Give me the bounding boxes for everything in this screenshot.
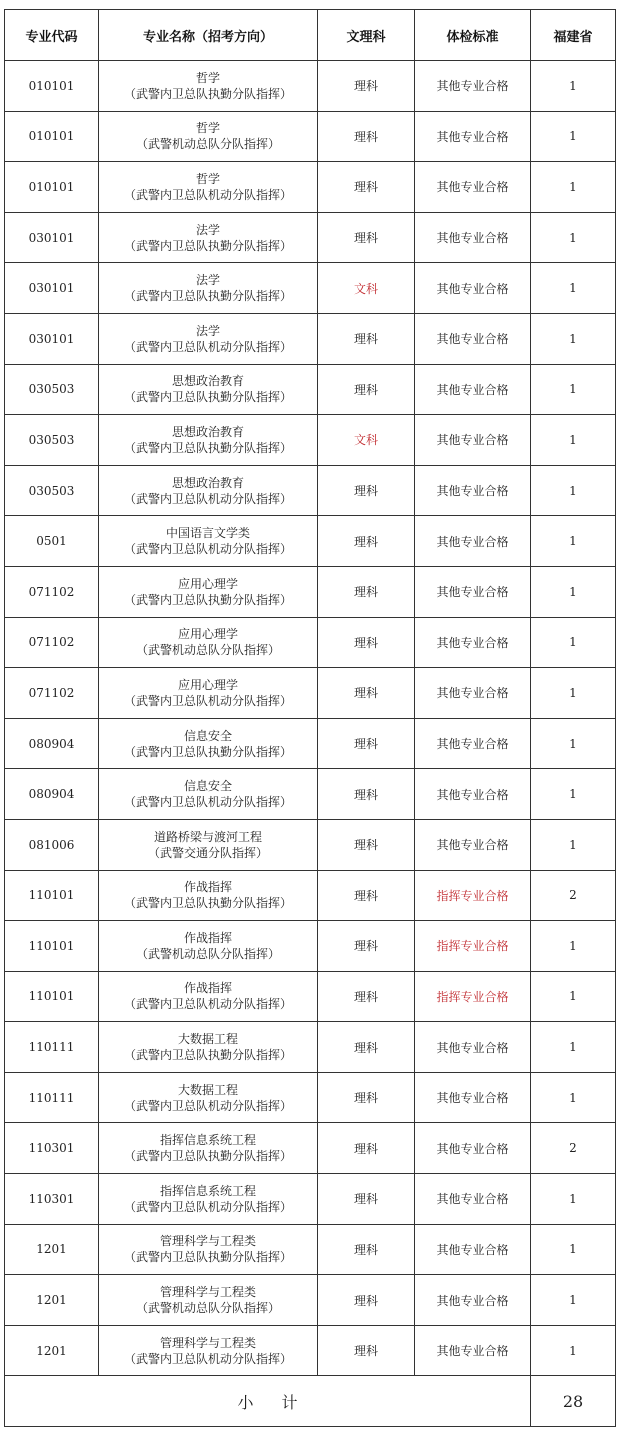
major-name: 指挥信息系统工程 xyxy=(159,1133,256,1148)
subject-cell: 理科 xyxy=(318,769,415,820)
count-cell: 2 xyxy=(531,870,616,921)
code-cell: 071102 xyxy=(5,566,99,617)
header-row xyxy=(5,10,616,61)
header-subject: 文理科 xyxy=(318,10,415,61)
table-row xyxy=(5,1072,616,1123)
exam-standard-cell: 其他专业合格 xyxy=(415,415,531,466)
subject-cell: 理科 xyxy=(318,111,415,162)
major-name: 思想政治教育 xyxy=(171,475,244,490)
code-cell: 1201 xyxy=(5,1275,99,1326)
major-name: 哲学 xyxy=(195,171,220,186)
table-row xyxy=(5,1022,616,1073)
recruit-direction: （武警内卫总队机动分队指挥） xyxy=(123,542,292,557)
subject-cell: 理科 xyxy=(318,516,415,567)
exam-standard-cell: 其他专业合格 xyxy=(415,1174,531,1225)
count-cell: 1 xyxy=(531,1022,616,1073)
recruit-direction: （武警内卫总队执勤分队指挥） xyxy=(123,390,292,405)
major-name: 管理科学与工程类 xyxy=(159,1285,256,1300)
count-cell: 1 xyxy=(531,769,616,820)
major-name: 大数据工程 xyxy=(177,1082,238,1097)
recruit-direction: （武警机动总队分队指挥） xyxy=(135,1301,280,1316)
recruit-direction: （武警内卫总队机动分队指挥） xyxy=(123,339,292,354)
major-name-cell xyxy=(99,1224,318,1275)
table-row xyxy=(5,1224,616,1275)
major-name-cell xyxy=(99,1275,318,1326)
count-cell: 1 xyxy=(531,668,616,719)
table-row xyxy=(5,212,616,263)
header-province: 福建省 xyxy=(531,10,616,61)
count-cell: 1 xyxy=(531,921,616,972)
code-cell: 010101 xyxy=(5,162,99,213)
major-name-cell xyxy=(99,111,318,162)
code-cell: 030101 xyxy=(5,313,99,364)
table-row xyxy=(5,1174,616,1225)
total-row xyxy=(5,1376,616,1427)
code-cell: 071102 xyxy=(5,617,99,668)
exam-standard-cell: 其他专业合格 xyxy=(415,1275,531,1326)
exam-standard-cell: 其他专业合格 xyxy=(415,566,531,617)
exam-standard-cell: 其他专业合格 xyxy=(415,617,531,668)
exam-standard-cell: 其他专业合格 xyxy=(415,1072,531,1123)
code-cell: 030503 xyxy=(5,364,99,415)
total-label: 小计 xyxy=(237,1392,326,1412)
count-cell: 1 xyxy=(531,263,616,314)
count-cell: 1 xyxy=(531,415,616,466)
count-cell: 1 xyxy=(531,61,616,112)
major-name: 法学 xyxy=(195,273,220,288)
table-row xyxy=(5,971,616,1022)
header-exam: 体检标准 xyxy=(415,10,531,61)
recruit-direction: （武警内卫总队机动分队指挥） xyxy=(123,491,292,506)
subject-cell: 理科 xyxy=(318,364,415,415)
subject-cell: 理科 xyxy=(318,566,415,617)
table-row xyxy=(5,1275,616,1326)
recruit-direction: （武警内卫总队机动分队指挥） xyxy=(123,1199,292,1214)
subject-cell: 理科 xyxy=(318,1224,415,1275)
exam-standard-cell: 其他专业合格 xyxy=(415,313,531,364)
major-name: 哲学 xyxy=(195,121,220,136)
recruit-direction: （武警内卫总队执勤分队指挥） xyxy=(123,440,292,455)
recruit-direction: （武警内卫总队机动分队指挥） xyxy=(123,997,292,1012)
major-name-cell xyxy=(99,516,318,567)
major-name-cell xyxy=(99,718,318,769)
major-name: 应用心理学 xyxy=(177,627,238,642)
major-name-cell xyxy=(99,819,318,870)
subject-cell: 理科 xyxy=(318,921,415,972)
total-label-cell xyxy=(5,1376,531,1427)
subject-cell: 理科 xyxy=(318,668,415,719)
major-name: 作战指挥 xyxy=(183,930,232,945)
subject-cell: 理科 xyxy=(318,1123,415,1174)
exam-standard-cell: 指挥专业合格 xyxy=(415,870,531,921)
count-cell: 1 xyxy=(531,1224,616,1275)
major-name: 法学 xyxy=(195,323,220,338)
subject-cell: 理科 xyxy=(318,61,415,112)
code-cell: 030503 xyxy=(5,415,99,466)
major-name-cell xyxy=(99,971,318,1022)
major-name: 中国语言文学类 xyxy=(165,526,250,541)
subject-cell: 理科 xyxy=(318,1072,415,1123)
exam-standard-cell: 其他专业合格 xyxy=(415,364,531,415)
major-name-cell xyxy=(99,61,318,112)
code-cell: 010101 xyxy=(5,111,99,162)
major-name-cell xyxy=(99,415,318,466)
table-row xyxy=(5,465,616,516)
recruit-direction: （武警内卫总队执勤分队指挥） xyxy=(123,1048,292,1063)
exam-standard-cell: 指挥专业合格 xyxy=(415,921,531,972)
table-row xyxy=(5,718,616,769)
code-cell: 110301 xyxy=(5,1123,99,1174)
table-row xyxy=(5,617,616,668)
table-row xyxy=(5,364,616,415)
recruit-direction: （武警内卫总队执勤分队指挥） xyxy=(123,744,292,759)
subject-cell: 理科 xyxy=(318,718,415,769)
code-cell: 110111 xyxy=(5,1072,99,1123)
code-cell: 1201 xyxy=(5,1325,99,1376)
total-count: 28 xyxy=(531,1376,616,1427)
code-cell: 080904 xyxy=(5,718,99,769)
major-name: 信息安全 xyxy=(183,779,232,794)
exam-standard-cell: 其他专业合格 xyxy=(415,718,531,769)
table-row xyxy=(5,111,616,162)
major-name-cell xyxy=(99,263,318,314)
recruit-direction: （武警内卫总队执勤分队指挥） xyxy=(123,238,292,253)
major-name: 作战指挥 xyxy=(183,880,232,895)
exam-standard-cell: 其他专业合格 xyxy=(415,162,531,213)
recruit-direction: （武警内卫总队执勤分队指挥） xyxy=(123,86,292,101)
exam-standard-cell: 其他专业合格 xyxy=(415,1123,531,1174)
count-cell: 1 xyxy=(531,364,616,415)
code-cell: 030503 xyxy=(5,465,99,516)
code-cell: 081006 xyxy=(5,819,99,870)
recruit-direction: （武警内卫总队执勤分队指挥） xyxy=(123,592,292,607)
table-row xyxy=(5,921,616,972)
major-name: 思想政治教育 xyxy=(171,374,244,389)
code-cell: 0501 xyxy=(5,516,99,567)
major-name-cell xyxy=(99,1123,318,1174)
exam-standard-cell: 其他专业合格 xyxy=(415,1325,531,1376)
major-name: 管理科学与工程类 xyxy=(159,1234,256,1249)
count-cell: 1 xyxy=(531,566,616,617)
code-cell: 030101 xyxy=(5,212,99,263)
exam-standard-cell: 其他专业合格 xyxy=(415,769,531,820)
count-cell: 1 xyxy=(531,971,616,1022)
table-row xyxy=(5,819,616,870)
subject-cell: 理科 xyxy=(318,971,415,1022)
recruit-direction: （武警交通分队指挥） xyxy=(147,845,268,860)
subject-cell: 理科 xyxy=(318,1325,415,1376)
major-name-cell xyxy=(99,1072,318,1123)
code-cell: 110301 xyxy=(5,1174,99,1225)
recruit-direction: （武警内卫总队执勤分队指挥） xyxy=(123,289,292,304)
recruit-direction: （武警内卫总队机动分队指挥） xyxy=(123,1351,292,1366)
major-name-cell xyxy=(99,465,318,516)
table-row xyxy=(5,61,616,112)
code-cell: 080904 xyxy=(5,769,99,820)
code-cell: 110101 xyxy=(5,921,99,972)
count-cell: 1 xyxy=(531,313,616,364)
enrollment-table xyxy=(4,9,616,1427)
major-name: 应用心理学 xyxy=(177,576,238,591)
major-name: 法学 xyxy=(195,222,220,237)
recruit-direction: （武警内卫总队执勤分队指挥） xyxy=(123,1250,292,1265)
count-cell: 2 xyxy=(531,1123,616,1174)
major-name-cell xyxy=(99,212,318,263)
exam-standard-cell: 其他专业合格 xyxy=(415,465,531,516)
table-row xyxy=(5,566,616,617)
code-cell: 030101 xyxy=(5,263,99,314)
count-cell: 1 xyxy=(531,162,616,213)
count-cell: 1 xyxy=(531,718,616,769)
exam-standard-cell: 其他专业合格 xyxy=(415,516,531,567)
count-cell: 1 xyxy=(531,1325,616,1376)
recruit-direction: （武警内卫总队机动分队指挥） xyxy=(123,1098,292,1113)
major-name-cell xyxy=(99,1174,318,1225)
code-cell: 110101 xyxy=(5,971,99,1022)
count-cell: 1 xyxy=(531,1174,616,1225)
subject-cell: 理科 xyxy=(318,870,415,921)
recruit-direction: （武警内卫总队执勤分队指挥） xyxy=(123,1149,292,1164)
count-cell: 1 xyxy=(531,111,616,162)
subject-cell: 文科 xyxy=(318,415,415,466)
major-name: 信息安全 xyxy=(183,728,232,743)
code-cell: 010101 xyxy=(5,61,99,112)
major-name: 哲学 xyxy=(195,70,220,85)
table-row xyxy=(5,415,616,466)
table-body xyxy=(5,61,616,1376)
subject-cell: 理科 xyxy=(318,617,415,668)
major-name-cell xyxy=(99,162,318,213)
table-row xyxy=(5,870,616,921)
code-cell: 110111 xyxy=(5,1022,99,1073)
table-row xyxy=(5,162,616,213)
table-row xyxy=(5,313,616,364)
count-cell: 1 xyxy=(531,465,616,516)
recruit-direction: （武警内卫总队机动分队指挥） xyxy=(123,693,292,708)
count-cell: 1 xyxy=(531,819,616,870)
subject-cell: 理科 xyxy=(318,212,415,263)
major-name-cell xyxy=(99,921,318,972)
major-name-cell xyxy=(99,566,318,617)
table-row xyxy=(5,1325,616,1376)
exam-standard-cell: 其他专业合格 xyxy=(415,668,531,719)
table-row xyxy=(5,516,616,567)
table-row xyxy=(5,769,616,820)
exam-standard-cell: 其他专业合格 xyxy=(415,212,531,263)
major-name: 管理科学与工程类 xyxy=(159,1335,256,1350)
exam-standard-cell: 其他专业合格 xyxy=(415,111,531,162)
major-name: 大数据工程 xyxy=(177,1032,238,1047)
subject-cell: 理科 xyxy=(318,313,415,364)
table-row xyxy=(5,668,616,719)
subject-cell: 理科 xyxy=(318,1275,415,1326)
subject-cell: 理科 xyxy=(318,465,415,516)
recruit-direction: （武警机动总队分队指挥） xyxy=(135,643,280,658)
count-cell: 1 xyxy=(531,212,616,263)
major-name-cell xyxy=(99,313,318,364)
major-name-cell xyxy=(99,1325,318,1376)
major-name-cell xyxy=(99,1022,318,1073)
count-cell: 1 xyxy=(531,1072,616,1123)
code-cell: 071102 xyxy=(5,668,99,719)
major-name: 思想政治教育 xyxy=(171,424,244,439)
count-cell: 1 xyxy=(531,1275,616,1326)
exam-standard-cell: 其他专业合格 xyxy=(415,61,531,112)
major-name-cell xyxy=(99,617,318,668)
count-cell: 1 xyxy=(531,617,616,668)
major-name: 道路桥梁与渡河工程 xyxy=(153,829,262,844)
major-name-cell xyxy=(99,364,318,415)
code-cell: 110101 xyxy=(5,870,99,921)
subject-cell: 文科 xyxy=(318,263,415,314)
header-name: 专业名称（招考方向） xyxy=(99,10,318,61)
major-name-cell xyxy=(99,769,318,820)
major-name: 应用心理学 xyxy=(177,677,238,692)
exam-standard-cell: 指挥专业合格 xyxy=(415,971,531,1022)
exam-standard-cell: 其他专业合格 xyxy=(415,1224,531,1275)
table-row xyxy=(5,263,616,314)
recruit-direction: （武警机动总队分队指挥） xyxy=(135,946,280,961)
recruit-direction: （武警内卫总队机动分队指挥） xyxy=(123,795,292,810)
exam-standard-cell: 其他专业合格 xyxy=(415,263,531,314)
exam-standard-cell: 其他专业合格 xyxy=(415,1022,531,1073)
header-code: 专业代码 xyxy=(5,10,99,61)
recruit-direction: （武警内卫总队机动分队指挥） xyxy=(123,187,292,202)
count-cell: 1 xyxy=(531,516,616,567)
major-name: 指挥信息系统工程 xyxy=(159,1183,256,1198)
major-name: 作战指挥 xyxy=(183,981,232,996)
subject-cell: 理科 xyxy=(318,1022,415,1073)
exam-standard-cell: 其他专业合格 xyxy=(415,819,531,870)
major-name-cell xyxy=(99,870,318,921)
subject-cell: 理科 xyxy=(318,819,415,870)
subject-cell: 理科 xyxy=(318,1174,415,1225)
subject-cell: 理科 xyxy=(318,162,415,213)
code-cell: 1201 xyxy=(5,1224,99,1275)
table-row xyxy=(5,1123,616,1174)
major-name-cell xyxy=(99,668,318,719)
recruit-direction: （武警内卫总队执勤分队指挥） xyxy=(123,896,292,911)
recruit-direction: （武警机动总队分队指挥） xyxy=(135,137,280,152)
